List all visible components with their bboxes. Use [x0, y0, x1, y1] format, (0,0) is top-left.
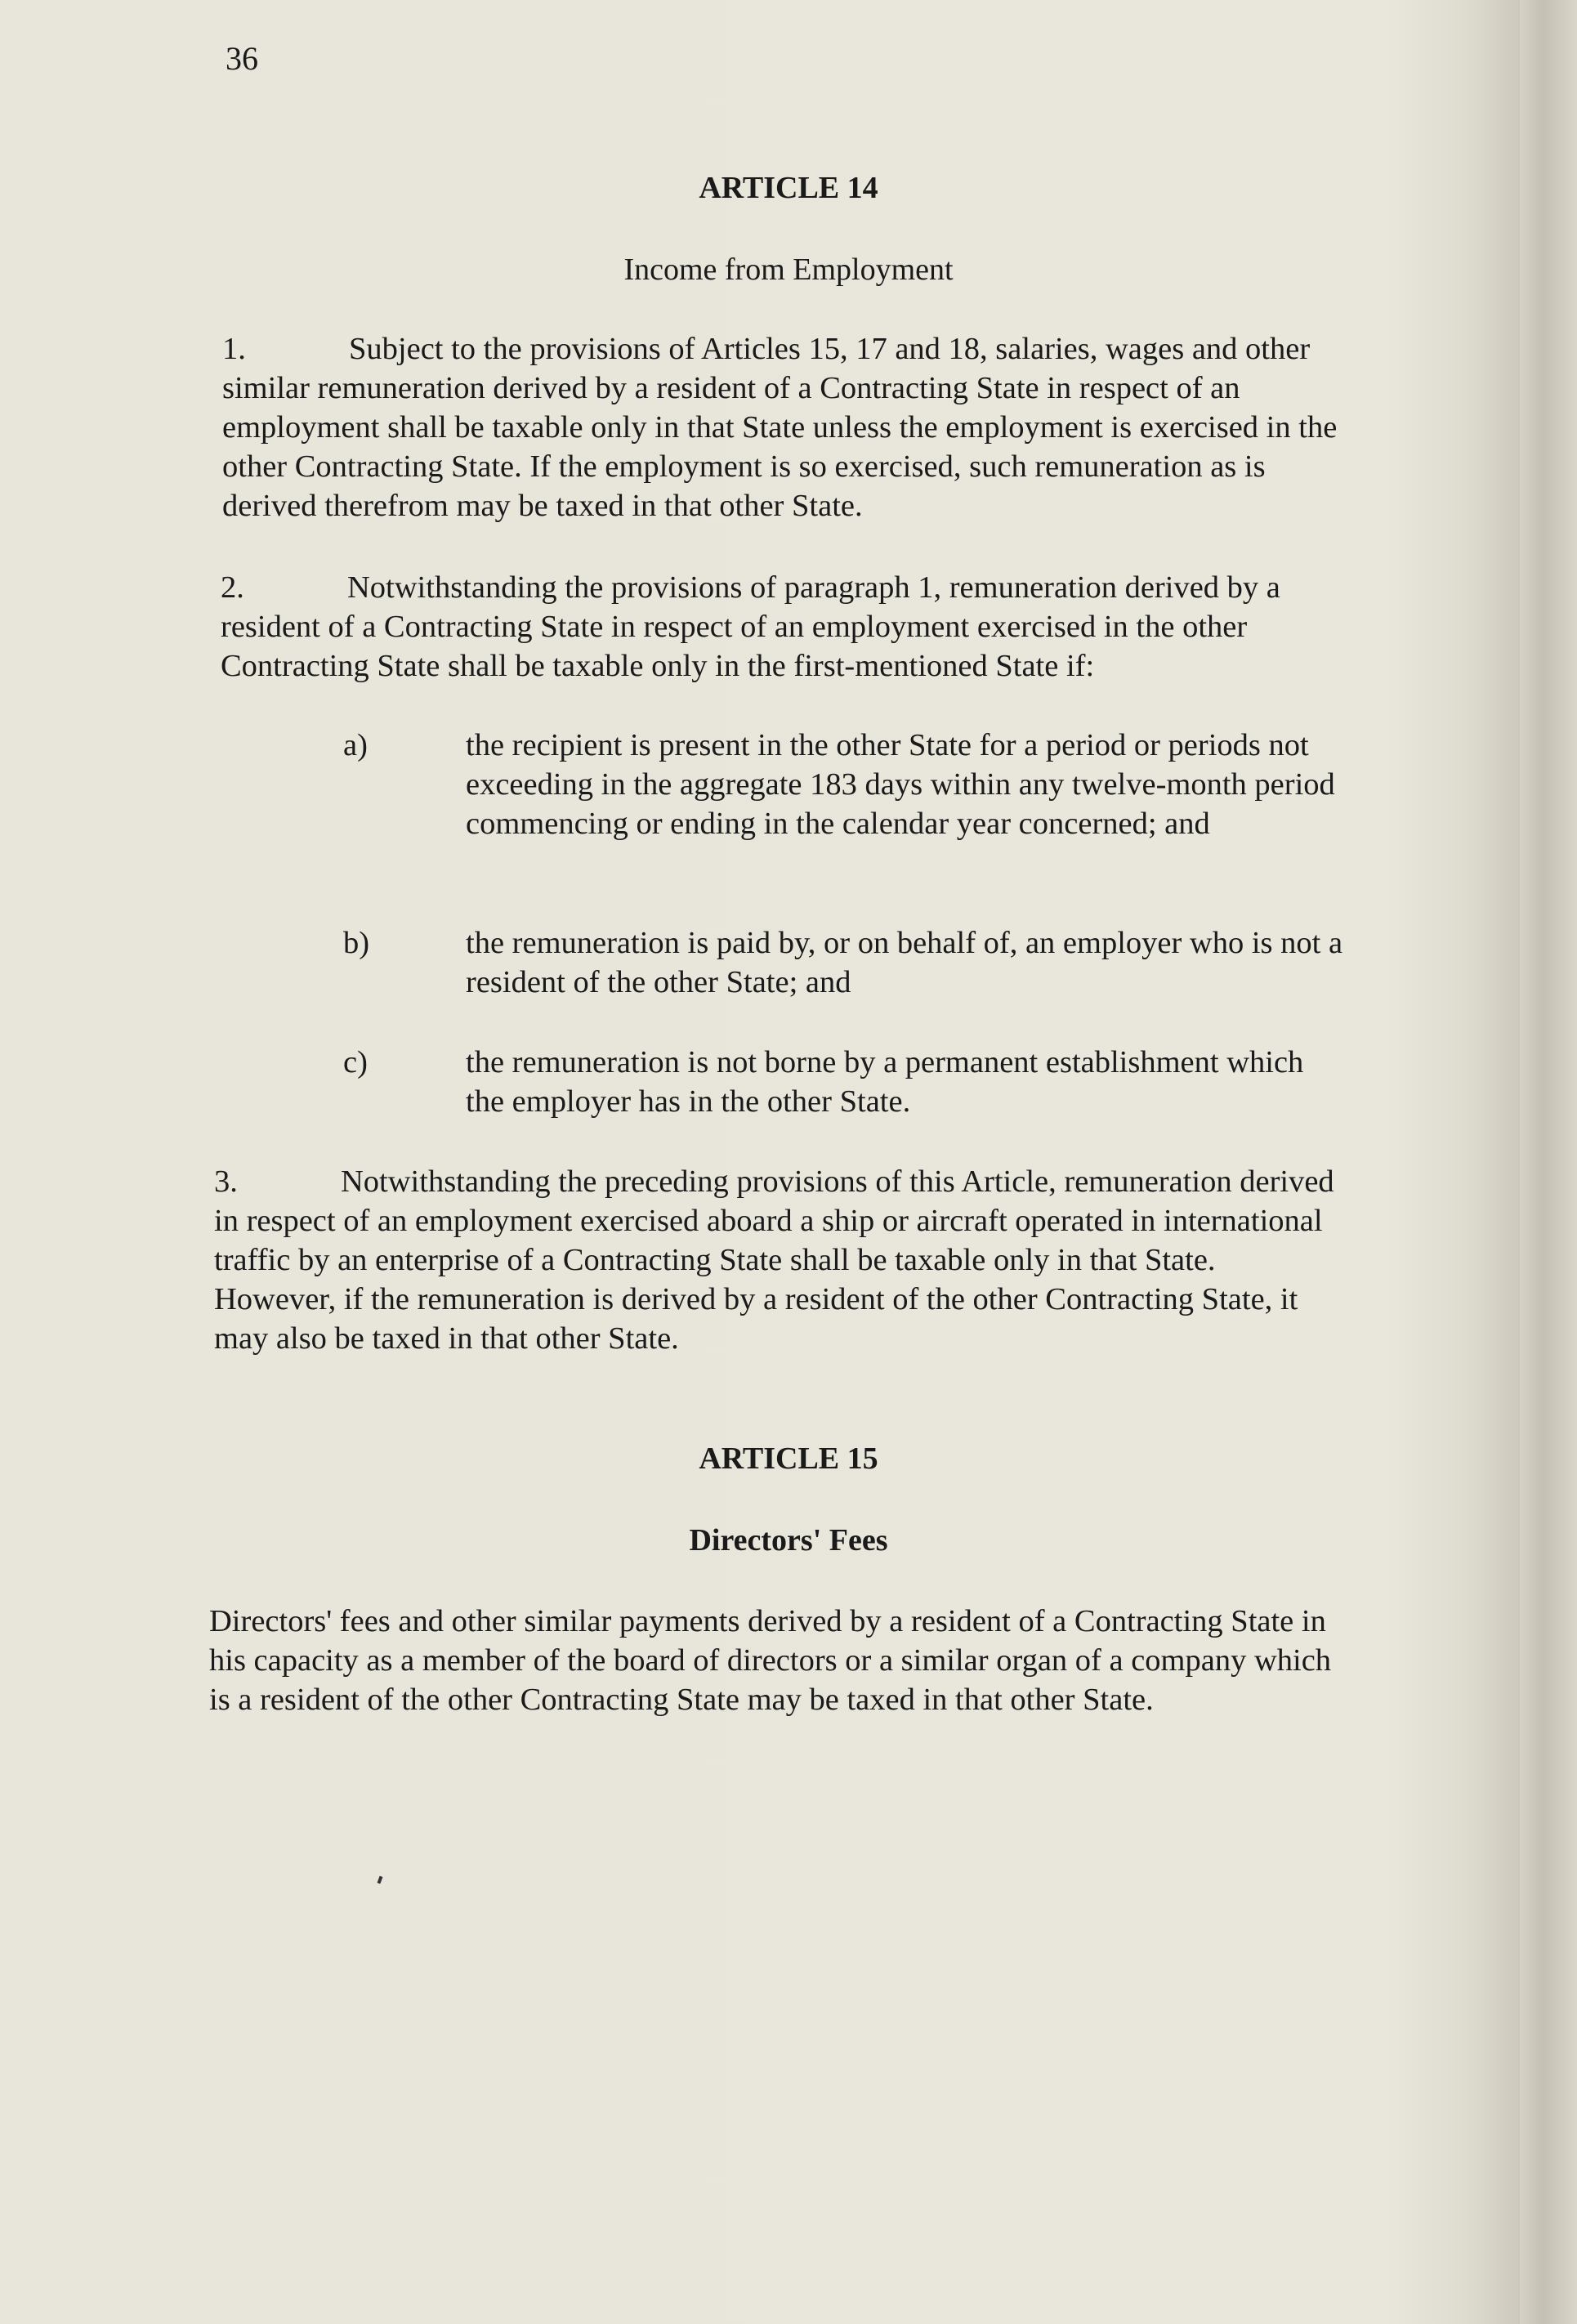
list-item-text-c: the remuneration is not borne by a permanent establishment which the employer has in the other State. — [466, 1045, 1304, 1119]
list-item-letter-b: b) — [343, 926, 370, 960]
paragraph-text: Notwithstanding the provisions of paragraph 1, remuneration derived by a resident of a Contracting State in respect of an employment exercised in the other Contracting State shall be taxable only in the first-mentioned State if: — [221, 570, 1280, 683]
paragraph-number: 1. — [222, 332, 246, 366]
article-15-paragraph: Directors' fees and other similar payments derived by a resident of a Contracting State in his capacity as a member of the board of directors or a similar organ of a company which is a resident of the other Contracting State may be taxed in that other State. — [209, 1604, 1332, 1717]
page-number: 36 — [226, 40, 258, 77]
article-14-paragraph-2 — [221, 568, 1344, 686]
article-14-paragraph-3 — [214, 1162, 1338, 1358]
paragraph-number: 2. — [221, 570, 244, 605]
paragraph-text: Notwithstanding the preceding provisions of this Article, remuneration derived in respect of an employment exercised aboard a ship or aircraft operated in international traffic by an enterprise of a Contracting State shall be taxable only in that State. However, if the remuneration is derived by a resident of the other Contracting State, it may also be taxed in that other State. — [214, 1164, 1334, 1356]
article-14-title: Income from Employment — [623, 253, 954, 287]
article-14-paragraph-1 — [222, 329, 1346, 525]
article-14-heading: ARTICLE 14 — [699, 171, 878, 205]
list-item-letter-a: a) — [343, 728, 368, 762]
list-item-letter-c: c) — [343, 1045, 368, 1079]
list-item-text-a: the recipient is present in the other State for a period or periods not exceeding in the aggregate 183 days within any twelve-month period commencing or ending in the calendar year concerned; and — [466, 728, 1335, 841]
paragraph-text: Subject to the provisions of Articles 15, 17 and 18, salaries, wages and other similar remuneration derived by a resident of a Contracting State in respect of an employment shall be taxable only in that State unless the employment is exercised in the other Contracting State. If the employment is so exercised, such remuneration as is derived therefrom may be taxed in that other State. — [222, 332, 1338, 523]
article-15-heading: ARTICLE 15 — [699, 1441, 878, 1476]
list-item-text-b: the remuneration is paid by, or on behalf of, an employer who is not a resident of the other State; and — [466, 926, 1343, 999]
article-15-title: Directors' Fees — [689, 1523, 888, 1558]
paragraph-number: 3. — [214, 1164, 238, 1199]
ink-speck — [377, 1876, 383, 1884]
book-spine-shadow — [1520, 0, 1577, 2324]
